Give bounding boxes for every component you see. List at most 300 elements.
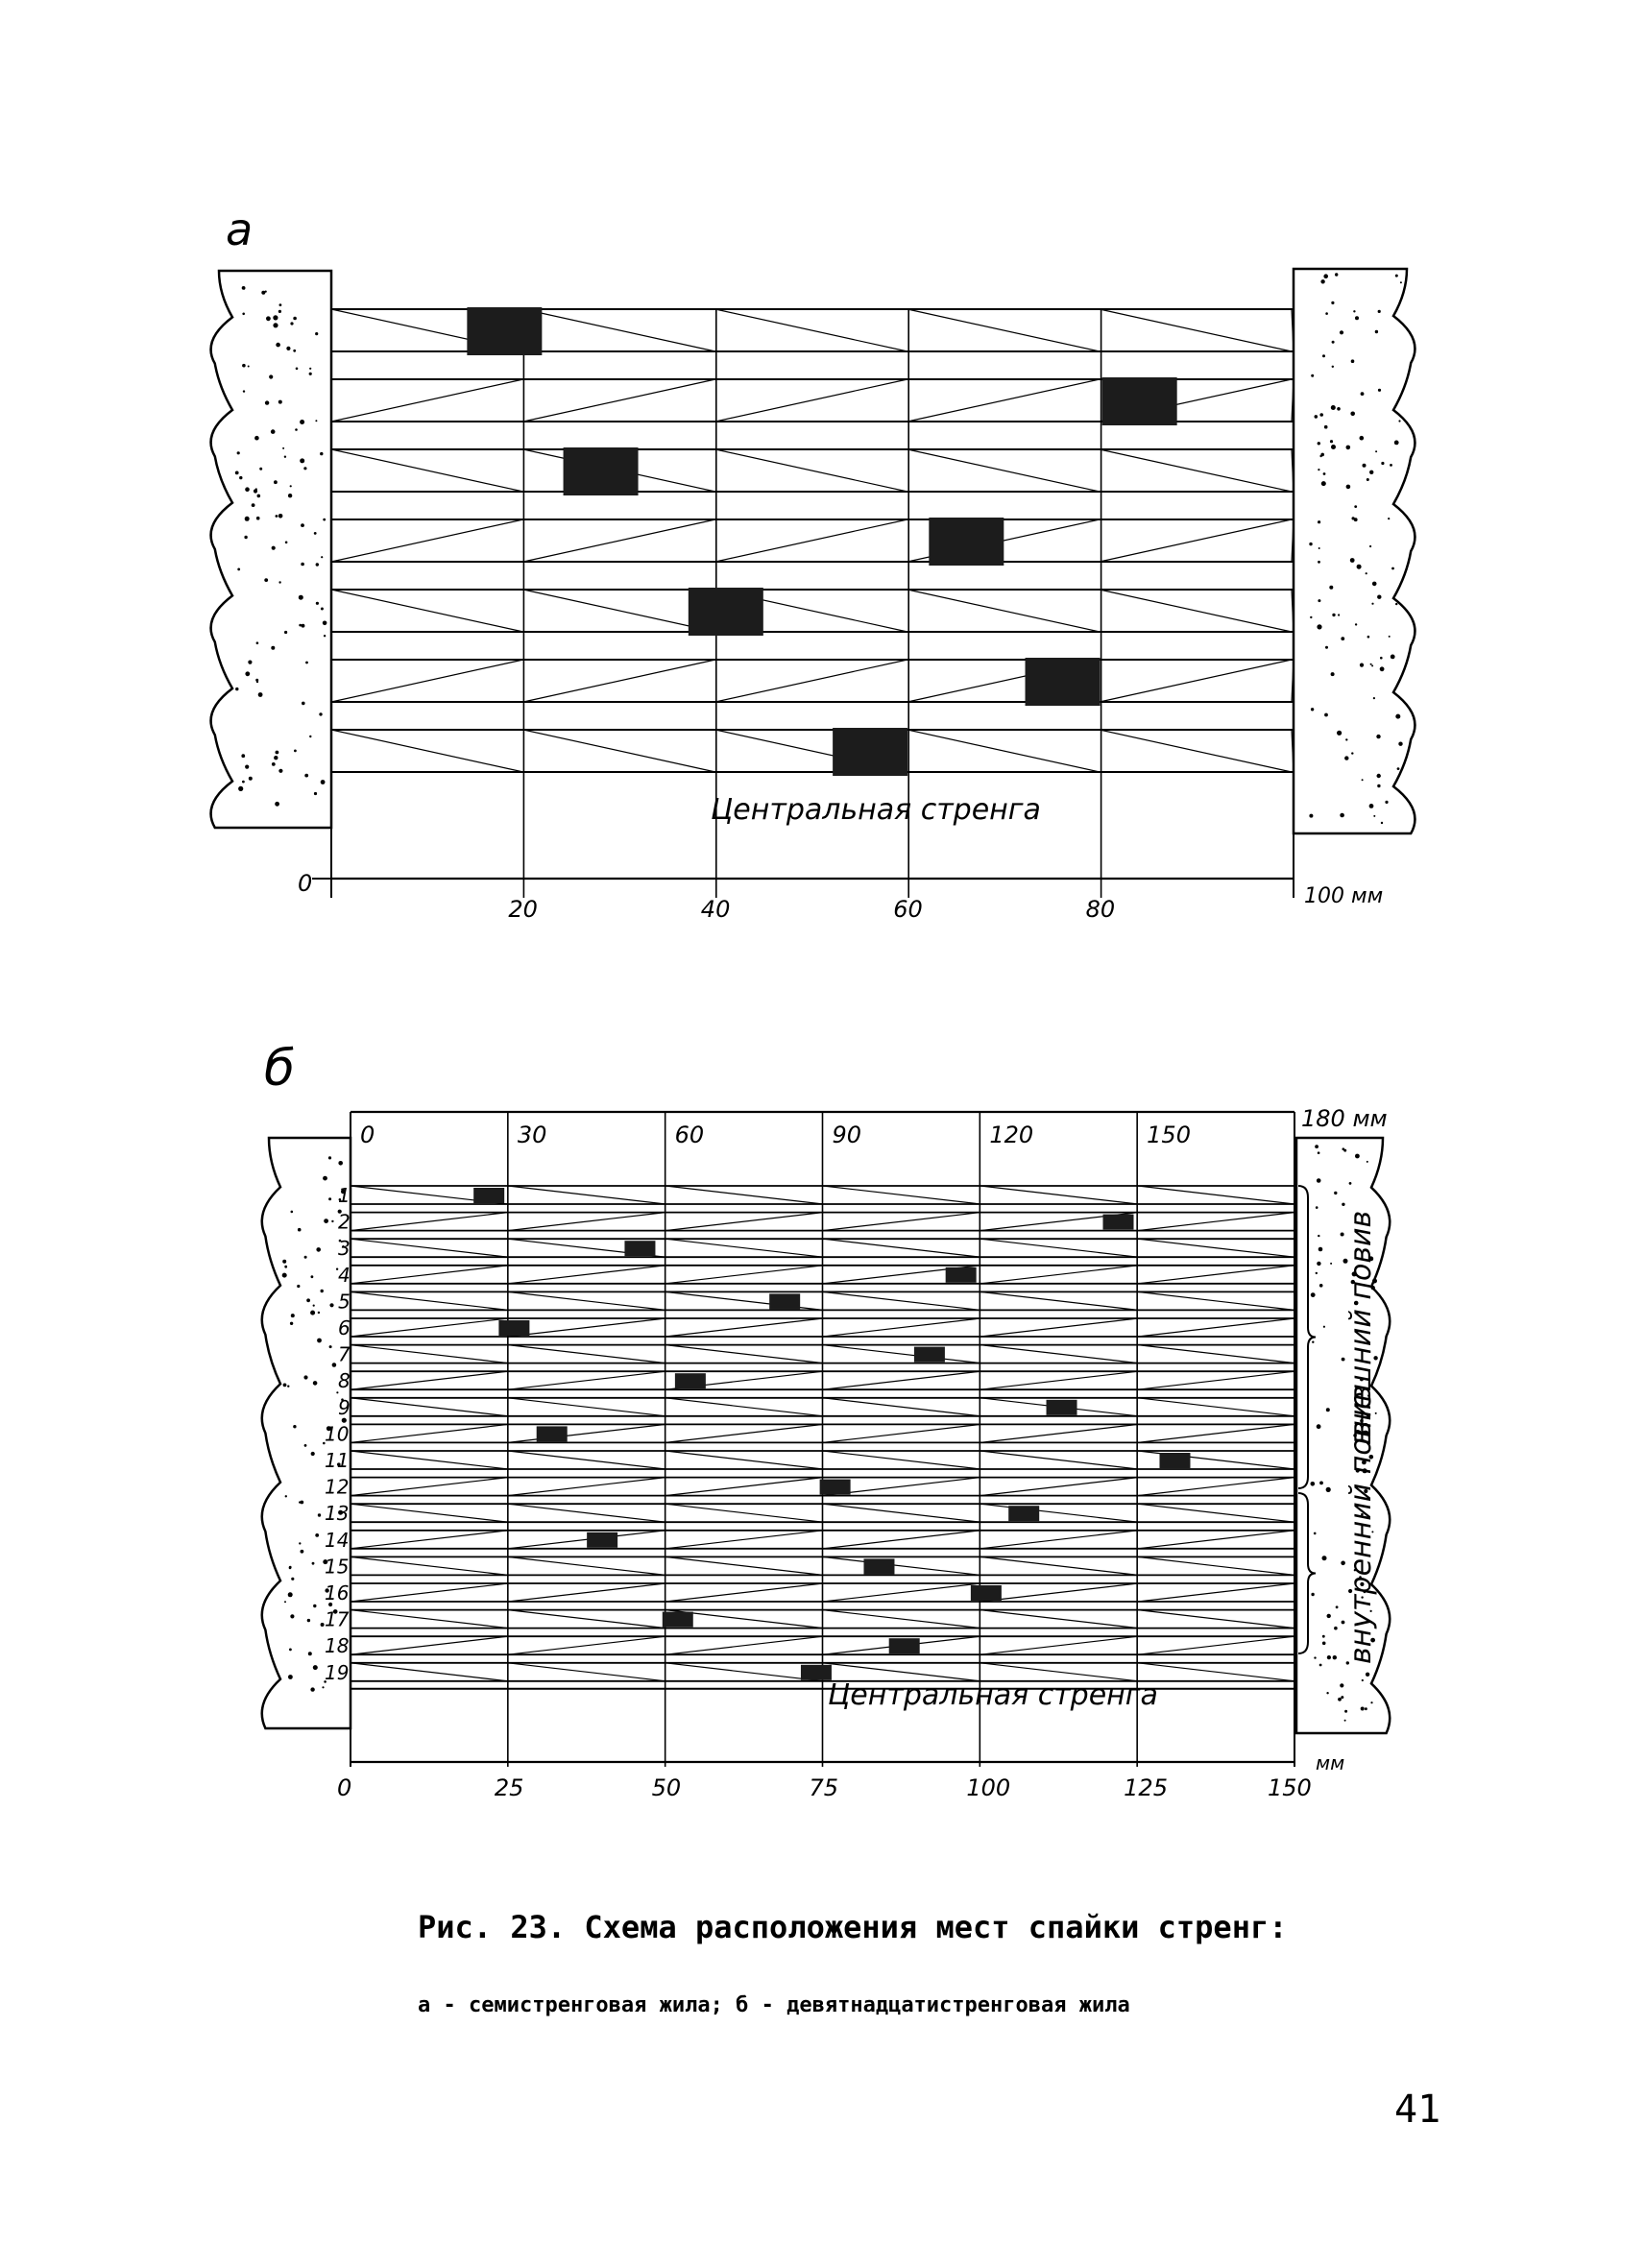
panel-a	[211, 204, 1415, 923]
panel-b-strand-number: 1	[338, 1184, 351, 1207]
panel-b-lay-line	[665, 1531, 823, 1549]
panel-b-lay-line	[980, 1504, 1138, 1522]
panel-a-splice-mark	[1026, 658, 1101, 706]
panel-a-right-wall-dot	[1372, 582, 1377, 587]
panel-b-bottom-tick-label: 150	[1268, 1774, 1312, 1801]
panel-b-strand-number: 10	[325, 1422, 350, 1446]
panel-a-left-wall-dot	[276, 343, 280, 348]
panel-a-lay-line	[331, 519, 523, 562]
panel-b-strand-number: 13	[325, 1502, 350, 1526]
panel-a-left-wall-dot	[235, 471, 239, 475]
panel-b-right-wall-dot	[1344, 1710, 1347, 1713]
panel-a-right-wall-dot	[1353, 310, 1355, 312]
panel-a-lay-line	[715, 309, 907, 351]
panel-a-left-wall-dot	[316, 602, 319, 605]
panel-a-left-wall-dot	[284, 631, 287, 634]
panel-b-bottom-tick-label: 0	[337, 1774, 352, 1801]
panel-a-lay-line	[907, 730, 1100, 772]
panel-b-lay-line	[351, 1663, 508, 1681]
panel-a-left-wall-dot	[242, 286, 246, 290]
panel-a-right-wall-dot	[1321, 481, 1326, 486]
panel-a-right-wall-dot	[1371, 603, 1373, 605]
panel-a-right-wall-dot	[1367, 636, 1370, 639]
panel-b-lay-line	[351, 1556, 508, 1575]
panel-a-right-wall-dot	[1341, 637, 1344, 640]
panel-b-left-wall-dot	[322, 1686, 324, 1688]
panel-b-right-wall-dot	[1317, 1262, 1320, 1266]
panel-b-right-wall-dot	[1326, 1692, 1328, 1694]
panel-a-left-wall-dot	[296, 368, 299, 371]
panel-b-right-wall-dot	[1365, 1707, 1367, 1710]
panel-b-lay-line	[665, 1398, 823, 1416]
panel-b-right-wall-dot	[1319, 1284, 1323, 1288]
panel-a-left-wall-dot	[273, 315, 278, 320]
panel-a-right-wall-dot	[1360, 664, 1364, 667]
panel-a-right-wall-dot	[1322, 354, 1325, 357]
panel-a-right-wall-dot	[1324, 425, 1328, 429]
panel-b-left-wall-dot	[328, 1197, 331, 1200]
panel-a-splice-mark	[564, 447, 639, 495]
panel-a-right-wall-dot	[1331, 445, 1336, 449]
panel-a-left-wall-dot	[321, 608, 324, 611]
panel-a-right-wall-dot	[1377, 784, 1380, 787]
panel-a-splice-mark	[689, 588, 763, 636]
panel-a-right-wall-dot	[1332, 366, 1334, 368]
panel-b-lay-line	[980, 1556, 1138, 1575]
panel-a-left-wall-dot	[241, 754, 245, 758]
panel-b-lay-line	[1138, 1663, 1294, 1681]
panel-a-splice-mark	[467, 307, 542, 355]
panel-a-left-wall-dot	[300, 420, 304, 424]
panel-b-right-wall-dot	[1311, 1593, 1314, 1596]
panel-a-letter: а	[226, 204, 254, 255]
panel-a-left-wall-dot	[301, 563, 304, 567]
panel-a-right-wall-dot	[1369, 804, 1374, 808]
panel-b-right-wall-dot	[1316, 1272, 1318, 1274]
panel-a-left-wall-dot	[243, 390, 245, 392]
panel-a-right-wall-dot	[1394, 441, 1399, 446]
panel-b-lay-line	[1138, 1531, 1294, 1549]
panel-b-right-wall-dot	[1322, 1556, 1327, 1560]
panel-b	[262, 1040, 1390, 1801]
panel-a-scale-zero: 0	[298, 870, 313, 897]
panel-b-lay-line	[351, 1213, 508, 1231]
panel-a-lay-line	[907, 449, 1100, 492]
panel-b-lay-line	[823, 1239, 980, 1257]
panel-b-splice-mark	[587, 1532, 617, 1548]
panel-a-right-wall-dot	[1357, 565, 1362, 569]
panel-a-left-wall-dot	[254, 436, 259, 441]
panel-b-left-wall-dot	[284, 1266, 287, 1268]
panel-a-right-wall-dot	[1331, 672, 1335, 676]
panel-b-lay-line	[1138, 1213, 1294, 1231]
panel-b-top-tick-label: 30	[517, 1122, 547, 1148]
panel-a-left-wall-dot	[249, 777, 253, 781]
panel-a-left-wall-outline	[211, 271, 331, 828]
panel-a-lay-line	[907, 590, 1100, 632]
panel-b-lay-line	[980, 1636, 1138, 1654]
panel-b-lay-line	[823, 1451, 980, 1469]
panel-a-left-wall-dot	[257, 495, 261, 498]
panel-b-lay-line	[508, 1610, 665, 1629]
panel-a-left-wall-dot	[269, 374, 273, 378]
panel-a-right-wall-dot	[1332, 614, 1335, 616]
panel-a-right-wall-dot	[1311, 374, 1314, 377]
panel-a-left-wall-dot	[242, 313, 245, 316]
panel-b-right-wall-dot	[1326, 1408, 1330, 1411]
panel-a-right-wall-dot	[1381, 462, 1384, 465]
panel-b-left-wall-dot	[291, 1211, 294, 1214]
panel-b-strand-number: 5	[338, 1290, 351, 1314]
panel-a-right-wall-dot	[1323, 472, 1326, 475]
panel-b-lay-line	[351, 1291, 508, 1310]
panel-b-lay-line	[665, 1213, 823, 1231]
panel-b-strand-number: 6	[338, 1316, 351, 1339]
panel-b-outer-layer-label: внешний повив	[1344, 1210, 1378, 1445]
panel-b-lay-line	[351, 1636, 508, 1654]
panel-a-right-wall-dot	[1335, 273, 1338, 276]
panel-a-right-wall-dot	[1385, 801, 1388, 804]
panel-b-lay-line	[1138, 1239, 1294, 1257]
panel-a-left-wall-dot	[278, 581, 280, 583]
panel-b-left-wall-dot	[318, 1312, 320, 1314]
panel-b-right-wall-dot	[1366, 1673, 1369, 1677]
panel-a-left-wall-dot	[299, 624, 302, 627]
panel-b-left-wall-dot	[318, 1513, 321, 1516]
panel-a-left-wall-dot	[278, 400, 282, 404]
panel-a-left-wall-dot	[288, 494, 292, 497]
panel-a-right-wall-dot	[1389, 636, 1391, 638]
panel-b-lay-line	[665, 1186, 823, 1204]
panel-a-left-wall-dot	[293, 350, 296, 352]
panel-b-right-wall-dot	[1334, 1192, 1337, 1194]
panel-a-left-wall-dot	[259, 468, 262, 470]
panel-b-lay-line	[980, 1345, 1138, 1363]
panel-b-top-tick-label: 150	[1147, 1122, 1191, 1148]
panel-b-right-wall-dot	[1340, 1683, 1343, 1687]
panel-a-left-wall-dot	[276, 751, 279, 755]
panel-a-right-wall-dot	[1332, 341, 1335, 344]
panel-b-splice-mark	[769, 1293, 800, 1309]
panel-b-lay-line	[351, 1424, 508, 1442]
panel-b-right-wall-dot	[1311, 1482, 1316, 1486]
panel-b-lay-line	[980, 1610, 1138, 1629]
panel-b-left-wall-dot	[313, 1305, 315, 1307]
panel-b-lay-line	[823, 1371, 980, 1389]
panel-b-left-wall-dot	[289, 1566, 292, 1569]
panel-a-scale-tick-label: 40	[700, 896, 731, 923]
panel-a-right-wall-dot	[1377, 774, 1381, 778]
panel-b-left-wall-dot	[321, 1290, 324, 1292]
panel-a-right-wall-dot	[1391, 567, 1394, 570]
panel-a-lay-line	[1100, 590, 1292, 632]
panel-a-right-wall-dot	[1376, 735, 1380, 738]
panel-b-strand-number: 18	[325, 1634, 350, 1658]
panel-a-right-wall-dot	[1320, 453, 1324, 457]
panel-b-right-wall-dot	[1322, 1635, 1325, 1638]
panel-b-lay-line	[1138, 1186, 1294, 1204]
panel-a-right-wall-dot	[1346, 446, 1351, 450]
panel-b-lay-line	[1138, 1504, 1294, 1522]
panel-b-strand-number: 4	[338, 1263, 351, 1287]
panel-a-right-wall-dot	[1370, 664, 1372, 665]
panel-a-lay-line	[1100, 309, 1292, 351]
panel-b-right-wall-dot	[1314, 1532, 1317, 1535]
panel-b-right-wall-dot	[1370, 1701, 1372, 1703]
panel-a-left-wall-dot	[324, 635, 326, 637]
panel-b-right-wall-dot	[1334, 1627, 1338, 1630]
panel-b-lay-line	[508, 1478, 665, 1496]
panel-a-right-wall-dot	[1373, 815, 1375, 817]
panel-a-right-wall-dot	[1318, 547, 1320, 549]
panel-a-left-wall	[211, 271, 331, 828]
panel-b-top-tick-label: 120	[989, 1122, 1034, 1148]
panel-b-lay-line	[1138, 1318, 1294, 1337]
panel-b-lay-line	[508, 1504, 665, 1522]
panel-a-left-wall-dot	[279, 303, 282, 306]
panel-b-lay-line	[508, 1318, 665, 1337]
panel-a-right-wall-dot	[1398, 420, 1400, 422]
panel-b-splice-mark	[914, 1347, 945, 1363]
panel-b-lay-line	[508, 1663, 665, 1681]
panel-b-splice-mark	[1008, 1506, 1039, 1521]
panel-a-lay-line	[715, 519, 907, 562]
panel-a-left-wall-dot	[305, 662, 308, 664]
panel-a-left-wall-dot	[266, 316, 271, 321]
panel-a-left-wall-dot	[248, 661, 252, 664]
panel-b-lay-line	[508, 1531, 665, 1549]
panel-a-right-wall-dot	[1337, 731, 1342, 736]
panel-a-right-wall-dot	[1390, 464, 1392, 467]
panel-b-right-wall-dot	[1322, 1642, 1326, 1646]
panel-a-right-wall-dot	[1340, 330, 1343, 334]
panel-b-lay-line	[980, 1318, 1138, 1337]
panel-b-right-wall-dot	[1349, 1182, 1352, 1185]
panel-b-right-wall-dot	[1333, 1655, 1337, 1659]
panel-b-splice-mark	[675, 1373, 706, 1388]
panel-b-right-wall-dot	[1355, 1154, 1360, 1159]
panel-a-left-wall-dot	[272, 546, 276, 550]
panel-b-left-wall-dot	[311, 1452, 315, 1456]
panel-b-left-wall-dot	[329, 1303, 333, 1307]
panel-a-splice-mark	[1102, 377, 1177, 425]
panel-a-right-wall-dot	[1395, 603, 1397, 605]
panel-b-right-wall-dot	[1314, 1656, 1316, 1658]
panel-a-left-wall-dot	[271, 429, 276, 434]
panel-b-left-wall-dot	[311, 1275, 314, 1278]
panel-a-left-wall-dot	[285, 542, 288, 544]
panel-b-right-wall-dot	[1326, 1487, 1331, 1492]
panel-b-left-wall-dot	[299, 1542, 301, 1544]
panel-a-left-wall-dot	[252, 503, 255, 507]
panel-b-left-wall-dot	[313, 1604, 316, 1607]
panel-a-lay-line	[715, 660, 907, 702]
panel-a-left-wall-dot	[286, 347, 290, 350]
panel-a-right-wall-dot	[1380, 666, 1385, 671]
panel-a-right-wall-dot	[1340, 813, 1344, 818]
panel-a-right-wall-dot	[1320, 279, 1324, 283]
panel-b-lay-line	[665, 1424, 823, 1442]
panel-a-right-wall-dot	[1395, 275, 1398, 277]
caption-subtitle: а - семистренговая жила; б - девятнадцатистренговая жила	[418, 1993, 1130, 2017]
panel-b-left-wall-dot	[332, 1363, 337, 1367]
panel-a-right-wall-dot	[1318, 469, 1319, 470]
panel-b-lay-line	[1138, 1291, 1294, 1310]
panel-b-lay-line	[351, 1504, 508, 1522]
panel-b-left-wall-dot	[285, 1495, 287, 1497]
panel-b-splice-mark	[1047, 1400, 1077, 1415]
panel-a-right-wall-dot	[1309, 814, 1313, 818]
panel-b-left-wall-dot	[321, 1623, 325, 1627]
panel-a-left-wall-dot	[244, 536, 247, 539]
panel-a-right-wall-dot	[1361, 392, 1365, 396]
panel-a-right-wall-dot	[1363, 464, 1367, 468]
panel-a-left-wall-dot	[238, 786, 243, 791]
panel-b-lay-line	[823, 1213, 980, 1231]
panel-a-right-wall-dot	[1380, 657, 1383, 660]
panel-b-left-wall-dot	[291, 1578, 294, 1580]
panel-b-lay-line	[665, 1266, 823, 1284]
panel-a-lay-line	[331, 379, 523, 422]
panel-b-strand-number: 17	[325, 1607, 350, 1631]
panel-b-lay-line	[980, 1531, 1138, 1549]
panel-b-splice-mark	[473, 1188, 504, 1203]
panel-b-lay-line	[508, 1371, 665, 1389]
panel-b-left-wall-dot	[293, 1425, 296, 1428]
panel-a-left-wall-dot	[278, 514, 283, 519]
panel-b-lay-line	[980, 1371, 1138, 1389]
panel-a-left-wall-dot	[242, 364, 246, 368]
panel-b-lay-line	[508, 1186, 665, 1204]
panel-a-right-wall-dot	[1398, 742, 1402, 746]
panel-b-lay-line	[980, 1186, 1138, 1204]
panel-b-left-wall-dot	[323, 1176, 327, 1181]
panel-b-left-wall-dot	[306, 1298, 310, 1302]
panel-b-lay-line	[823, 1345, 980, 1363]
panel-b-left-wall-dot	[299, 1501, 301, 1503]
panel-b-lay-line	[823, 1291, 980, 1310]
panel-a-lay-line	[907, 379, 1100, 422]
panel-a-splice-mark	[929, 518, 1004, 566]
panel-b-left-wall-dot	[297, 1285, 300, 1288]
panel-b-letter: б	[264, 1040, 296, 1098]
panel-b-lay-line	[980, 1478, 1138, 1496]
panel-b-splice-mark	[946, 1267, 977, 1283]
panel-a-right-wall-dot	[1378, 389, 1381, 392]
panel-a-right-wall-dot	[1400, 281, 1402, 283]
panel-a-lay-line	[715, 379, 907, 422]
panel-b-strand-number: 12	[325, 1475, 350, 1499]
panel-b-bottom-scale-unit: мм	[1316, 1751, 1345, 1774]
panel-b-top-scale-end: 180 мм	[1301, 1105, 1388, 1132]
panel-a-left-wall-dot	[255, 488, 257, 490]
panel-b-lay-line	[823, 1610, 980, 1629]
panel-b-right-wall-dot	[1362, 1679, 1364, 1681]
panel-b-right-wall-dot	[1330, 1263, 1332, 1265]
panel-a-left-wall-dot	[278, 310, 281, 313]
caption-title: Рис. 23. Схема расположения мест спайки стренг:	[418, 1909, 1288, 1945]
panel-b-bottom-tick-label: 125	[1124, 1774, 1168, 1801]
panel-b-lay-line	[823, 1583, 980, 1602]
panel-a-left-wall-dot	[256, 517, 260, 520]
panel-b-lay-line	[665, 1318, 823, 1337]
panel-b-strand-number: 15	[325, 1555, 350, 1579]
panel-b-strand-number: 14	[325, 1528, 350, 1552]
panel-b-left-wall-dot	[289, 1649, 292, 1652]
panel-a-right-wall-dot	[1354, 505, 1357, 508]
panel-b-strand-number: 11	[325, 1449, 350, 1472]
panel-a-left-wall-dot	[315, 332, 318, 335]
panel-a-lay-line	[715, 449, 907, 492]
panel-b-left-wall-dot	[312, 1562, 315, 1565]
panel-b-splice-mark	[820, 1480, 851, 1495]
panel-a-central-strand-label: Центральная стренга	[711, 793, 1041, 827]
panel-b-left-wall-dot	[308, 1652, 312, 1655]
panel-b-lay-line	[1138, 1345, 1294, 1363]
panel-b-lay-line	[665, 1451, 823, 1469]
panel-a-right-wall-dot	[1362, 779, 1364, 781]
panel-b-lay-line	[665, 1556, 823, 1575]
panel-b-strand-number: 3	[338, 1237, 351, 1261]
panel-b-right-wall-dot	[1318, 1151, 1320, 1154]
panel-a-left-wall-dot	[316, 563, 319, 566]
panel-b-lay-line	[980, 1239, 1138, 1257]
panel-b-top-tick-label: 60	[674, 1122, 705, 1148]
panel-a-lay-line	[523, 660, 715, 702]
panel-a-left-wall-dot	[295, 428, 298, 431]
panel-b-left-wall-dot	[310, 1311, 315, 1315]
panel-b-splice-mark	[537, 1426, 568, 1441]
panel-a-scale-tick-label: 60	[893, 896, 923, 923]
panel-a-right-wall-dot	[1375, 330, 1378, 333]
panel-a-right-wall-dot	[1311, 708, 1314, 711]
panel-b-lay-line	[508, 1398, 665, 1416]
panel-a-right-wall-dot	[1369, 470, 1373, 474]
panel-b-left-wall-dot	[324, 1218, 328, 1223]
panel-b-lay-line	[665, 1239, 823, 1257]
panel-a-left-wall-dot	[319, 712, 322, 715]
panel-b-right-wall-dot	[1338, 1698, 1342, 1701]
panel-b-lay-line	[980, 1583, 1138, 1602]
panel-a-right-wall-dot	[1318, 442, 1320, 445]
panel-b-left-wall-dot	[329, 1345, 332, 1348]
panel-a-right-wall-dot	[1324, 713, 1328, 717]
panel-b-lay-line	[351, 1610, 508, 1629]
panel-a-left-wall-dot	[239, 476, 242, 479]
panel-b-right-wall-dot	[1341, 1696, 1343, 1699]
panel-b-lay-line	[351, 1266, 508, 1284]
panel-a-right-wall-dot	[1344, 756, 1348, 760]
panel-a-left-wall-dot	[300, 458, 304, 463]
panel-b-lay-line	[1138, 1556, 1294, 1575]
panel-a-left-wall-dot	[320, 452, 323, 455]
panel-a-lay-line	[331, 449, 523, 492]
panel-a-left-wall-dot	[302, 624, 305, 628]
panel-a-left-wall-dot	[282, 447, 284, 449]
panel-a-right-wall-dot	[1369, 545, 1371, 547]
panel-a-left-wall-dot	[309, 368, 311, 370]
panel-a-right-wall-dot	[1318, 561, 1320, 564]
panel-a-lay-line	[523, 730, 715, 772]
panel-b-lay-line	[351, 1398, 508, 1416]
panel-a-scale-tick-label: 80	[1085, 896, 1116, 923]
panel-b-left-wall-dot	[338, 1161, 343, 1166]
panel-a-scale-end: 100 мм	[1304, 884, 1384, 908]
panel-b-strand-number: 9	[338, 1395, 351, 1419]
panel-b-left-wall-dot	[290, 1614, 294, 1618]
panel-b-right-wall-dot	[1327, 1655, 1331, 1659]
panel-a-splice-mark	[833, 728, 907, 776]
